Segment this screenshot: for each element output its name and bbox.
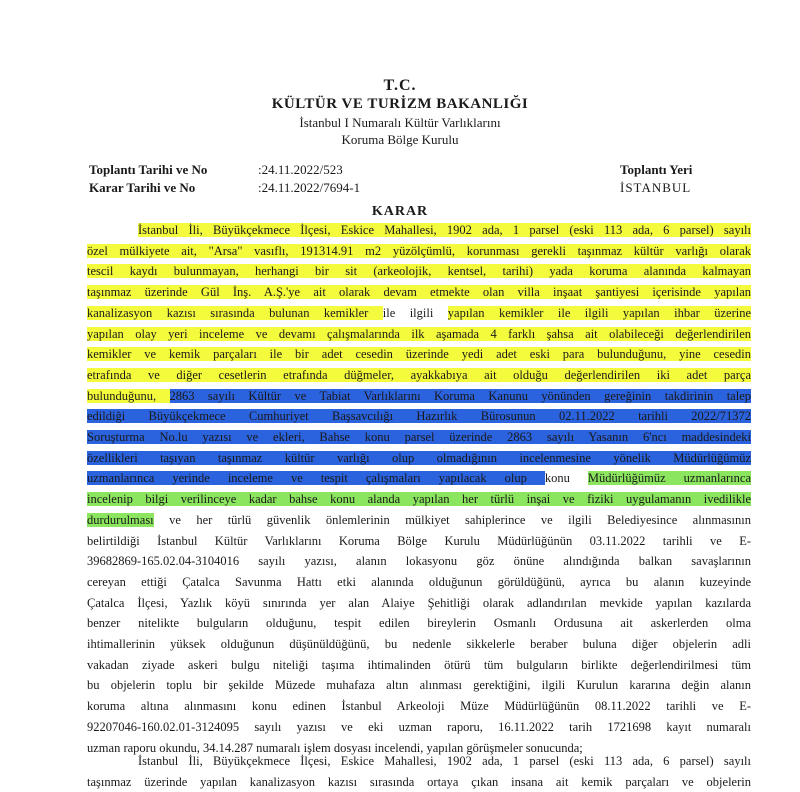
body-line	[87, 614, 751, 633]
meeting-place-value: İSTANBUL	[620, 180, 692, 195]
body-line	[87, 449, 751, 468]
body-line	[87, 345, 751, 364]
body-text-segment: edildiği Büyükçekmece Cumhuriyet Başsavcılığı Hazırlık Bürosunun 02.11.2022 tarihli 2022/71372	[87, 409, 751, 424]
meeting-date-label: Toplantı Tarihi ve No	[89, 162, 208, 177]
closing-line: İstanbul İli, Büyükçekmece İlçesi, Eskice Mahallesi, 1902 ada, 1 parsel (eski 113 ada, 6 parsel) sayılı	[138, 754, 751, 768]
body-text-segment: incelenip bilgi verilinceye kadar bahse konu alanda yapılan her türlü inşai ve fiziki uygulamanın ivedilikle	[87, 492, 751, 507]
body-line	[87, 594, 751, 613]
body-text-segment: 2863 sayılı Kültür ve Tabiat Varlıklarını Koruma Kanunu yönünden gereğinin takdirinin talep	[169, 388, 751, 403]
body-text-segment: taşınmaz üzerinde Gül İnş. A.Ş.'ye ait olarak devam etmekte olan villa inşaat şantiyesi içerisinde yapılan	[87, 285, 751, 300]
body-line	[87, 428, 751, 447]
body-line	[87, 635, 751, 654]
body-text-segment: etrafında ve diğer cesetlerin etrafında düğmeler, ayakkabıya ait olduğu değerlendirilen iki adet parça	[87, 367, 751, 382]
body-text-segment: ile ilgili	[382, 305, 448, 320]
body-text-segment: 92207046-160.02.01-3124095 sayılı yazısı ve eki uzman raporu, 16.11.2022 tarih 1721698 kayıt numaralı	[87, 719, 751, 734]
decision-date-value: :24.11.2022/7694-1	[258, 180, 361, 195]
header-board-line1: İstanbul I Numaralı Kültür Varlıklarını	[299, 115, 501, 130]
body-text-segment: Müdürlüğümüz uzmanlarınca	[587, 471, 751, 486]
body-text-segment: 39682869-165.02.04-3104016 sayılı yazısı, alanın lokasyonu göz önüne alındığında balkan savaşlarının	[87, 554, 751, 569]
body-line	[87, 490, 751, 509]
header-ministry: KÜLTÜR VE TURİZM BAKANLIĞI	[271, 96, 529, 112]
body-text-segment: belirtildiği İstanbul Kültür Varlıklarını Koruma Bölge Kurulu Müdürlüğünün 03.11.2022 tarihli ve E-	[87, 533, 751, 548]
body-text-segment: ihtimallerinin yüksek olduğunun düşünüldüğünü, bu nedenle sikkelerle beraber buluna diğer objelerin adli	[87, 637, 751, 651]
body-line	[87, 407, 751, 426]
body-text-segment: kanalizasyon kazısı sırasında bulunan kemikler	[87, 305, 383, 320]
body-line	[87, 656, 751, 675]
body-text-segment: durdurulması	[87, 512, 154, 527]
body-text-segment: yapılan kemikler ile ilgili yapılan ihbar üzerine	[447, 305, 751, 320]
body-text-segment: bulunduğunu,	[87, 388, 170, 403]
body-line	[87, 387, 751, 406]
header-tc: T.C.	[383, 77, 417, 94]
body-line	[87, 676, 751, 695]
body-line	[87, 697, 751, 716]
body-text-segment: vakadan ziyade askeri bulgu niteliği taşıma ihtimalinden ötürü tüm bulguların birlikte değerlendirilmesi tüm	[87, 657, 751, 672]
body-line	[87, 262, 751, 281]
body-line	[138, 221, 751, 240]
body-text-segment: Çatalca İlçesi, Yazlık köyü sınırında yer alan Alaiye Şehitliği olarak adlandırılan mevkide yapılan kazılarda	[87, 595, 751, 610]
body-line	[87, 532, 751, 551]
body-text-segment: kemikler ve kemik parçaları ile bir adet cesedin üzerinde yedi adet eski para bulunduğunu, yine cesedin	[87, 347, 751, 362]
body-text-segment: özellikleri taşıyan taşınmaz kültür varlığı olup olmadığının incelenmesine yönelik Müdürlüğümüz	[87, 450, 751, 465]
body-text-segment: konu	[544, 471, 588, 486]
body-line	[87, 304, 751, 323]
body-line	[87, 283, 751, 302]
body-line	[87, 552, 751, 571]
body-text-segment: koruma altına alınmasını konu edinen İstanbul Arkeoloji Müze Müdürlüğünün 08.11.2022 tarihli ve E-	[87, 699, 751, 714]
body-line	[87, 242, 751, 261]
body-text-segment: bu objelerin toplu bir şekilde Müzede muhafaza altın alınması gerektiğini, ilgili Kurulun kararına değin alanın	[87, 678, 751, 693]
body-text-segment: ve her türlü güvenlik önlemlerinin mülkiyet sahiplerince ve ilgili Belediyesince alınmasının	[153, 512, 751, 527]
header-board-line2: Koruma Bölge Kurulu	[341, 132, 459, 147]
decision-title: KARAR	[371, 204, 429, 219]
body-text-segment: cereyan ettiği Çatalca Savunma Hattı etki alanında olduğunun görüldüğünü, ayrıca bu alanın kuzeyinde	[87, 574, 751, 589]
meeting-date-value: :24.11.2022/523	[258, 162, 343, 177]
body-line	[87, 366, 751, 385]
body-text-segment: İstanbul İli, Büyükçekmece İlçesi, Eskice Mahallesi, 1902 ada, 1 parsel (eski 113 ada, 6 parsel) sayılı	[138, 223, 751, 237]
body-text-segment: Soruşturma No.lu yazısı ve ekleri, Bahse konu parsel üzerinde 2863 sayılı Yasanın 6'ncı maddesindeki	[87, 430, 751, 444]
body-text-segment: yapılan olay yeri inceleme ve devamı çalışmalarında ilk aşamada 4 farklı şahsa ait olabileceği değerlendirilen	[87, 326, 751, 341]
body-line	[87, 469, 751, 488]
body-line	[87, 718, 751, 737]
body-text-segment: uzmanlarınca yerinde inceleme ve tespit çalışmaları yapılacak olup	[87, 471, 545, 486]
meeting-place-label: Toplantı Yeri	[620, 162, 693, 177]
body-line	[87, 325, 751, 344]
body-line	[87, 573, 751, 592]
closing-line: taşınmaz üzerinde yapılan kanalizasyon kazısı sırasında ortaya çıkan insana ait kemik parçaları ve objelerin	[87, 774, 751, 789]
body-line	[87, 511, 751, 530]
body-text-segment: tescil kaydı bulunmayan, herhangi bir sit (arkeolojik, kentsel, tarihi) yada koruma alanında kalmayan	[87, 264, 751, 279]
body-text-segment: benzer nitelikte bulguların olduğunu, tespit edilen bireylerin Osmanlı Ordusuna ait askerlerden olma	[87, 616, 751, 631]
body-text-segment: özel mülkiyete ait, "Arsa" vasıflı, 191314.91 m2 yüzölçümlü, korunması gerekli taşınmaz kültür varlığı olarak	[87, 243, 751, 258]
decision-date-label: Karar Tarihi ve No	[89, 180, 196, 195]
body-text-segment: uzman raporu okundu, 34.14.287 numaralı işlem dosyası incelendi, yapılan görüşmeler sonucunda;	[87, 740, 583, 755]
